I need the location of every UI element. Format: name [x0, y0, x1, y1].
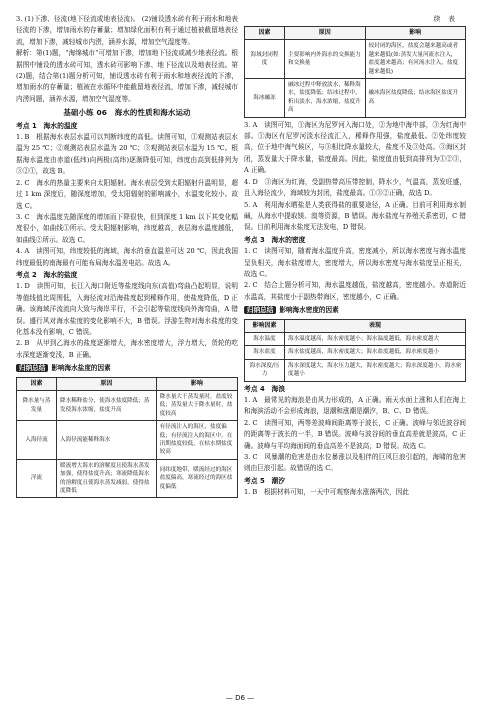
- summary-tag: 归纳总结: [244, 306, 276, 314]
- answer-salinity-5: 5. A 利用海水晒盐是人类获得盐的重要途径，A 正确。目前可利用海水制碱，从海水中提取镁、溴等资源，B 错误。海水盐度与养殖关系密切，C 错误。目前利用海水盐度无法发电，D 错误。: [244, 200, 466, 232]
- table-cell: 海水深度/压力: [245, 359, 285, 381]
- table-header: 影响因素: [245, 319, 285, 332]
- answer-wave-2: 2. C 读图可知，两等差波峰间距离等于波长，C 正确。波峰与邻近波谷间的距离等于波长的一半，B 错误。波峰与波谷间的垂直高差就是波高，C 正确。波峰与平均海面间的垂直高差不是波高，D 错误。故选 C。: [244, 418, 466, 450]
- table-cell: 融冰海区盐度降低；结冰海区盐度升高: [365, 79, 465, 118]
- table-header: 原因: [57, 377, 157, 390]
- table-row: [17, 391, 238, 421]
- table-cell: 较封闭的海区，盐度会越来越高或者越来越低(如:蒸发大量河流水注入，盐度越来越高；有河流水注入，盐度越来越低): [365, 40, 465, 79]
- summary-title: 影响海水密度的因素: [279, 306, 339, 315]
- table-row: [17, 421, 238, 460]
- table-cell: 暖流增大海水的溶解度且使海水蒸发加强，使得盐度升高；寒流降低海水的溶解度且使海水蒸发减弱，使得盐度降低: [57, 459, 157, 498]
- left-column: [16, 14, 238, 498]
- answer-density-2: 2. C 结合上题分析可知，海水温度越低，盐度越高，密度越小。赤道附近水温高，其盐度小于副热带海区，密度越小，C 正确。: [244, 281, 466, 301]
- analysis-paragraph: 解析：第(1)题，“海绵城市”可增加下渗，增加地下径流或减少地表径流。根据图中铺设的透水砖可知，透水砖可影响下渗、地下径流以及地表径流。第(2)题，结合第(1)题分析可知，铺设透水砖有利于雨水和地表径流的下渗，增加雨水的存蓄量；植被在水循环中能截留地表径流，增加下渗，减轻城市内涝问题，涵养水源，增加空气湿度等。: [16, 49, 238, 103]
- summary-tag: 归纳总结: [16, 364, 48, 372]
- continued-label: 续 表: [433, 15, 458, 23]
- kaodian-4-heading: 考点 4 海浪: [244, 384, 286, 393]
- answer-1: 1. B 根据海水表层水温可以判断纬度的高低。读图可知，①观测站表层水温为 25 ℃；②观测站表层水温为 20 ℃；③观测站表层水温为 15 ℃。根据海水温度由赤道(低纬)向两极(高纬)逐渐降低可知，纬度由高到低排列为③②①，故选 B。: [16, 133, 238, 176]
- table-row: [245, 359, 466, 381]
- answer-3: 3. (1)下渗、径流(地下径流或地表径流)。 (2)铺设透水砖有利于雨水和地表径流的下渗，增加雨水的存蓄量；增加绿化面积有利于通过植被截留地表径流，增加下渗，减轻城市内涝，涵养水源，增加空气湿度等。: [16, 15, 238, 46]
- table-cell: 海水温度越高，海水密度越小；海水温度越低，海水密度越大: [285, 332, 466, 345]
- table-cell: 同纬度地带，暖流经过的海区盐度偏高，寒流经过的海区盐度偏低: [156, 459, 237, 498]
- table-cell: 洋流: [17, 459, 57, 498]
- table-cell: 海水深度越大，海水压力越大，海水密度越大；海水深度越小，海水密度越小: [285, 359, 466, 381]
- table-cell: 海水温度: [245, 332, 285, 345]
- table-cell: 入海径流: [17, 421, 57, 460]
- table-row: [245, 79, 466, 118]
- table-row: [245, 332, 466, 345]
- table-cell: 降水量与蒸发量: [17, 391, 57, 421]
- table-row: [245, 346, 466, 359]
- table-header: 因素: [17, 377, 57, 390]
- table-cell: 融冰过程中释放淡水，稀释海水，盐度降低；结冰过程中，析出淡水，海水浓缩，盐度升高: [285, 79, 366, 118]
- answer-2: 2. C 海水的热量主要来自太阳辐射。海水表层受到太阳辐射升温明显，超过 1 km 深度后，随深度增加，受太阳辐射的影响减小，水温变化较小。故选 C。: [16, 178, 238, 210]
- table-cell: 海冰融冻: [245, 79, 285, 118]
- table-cell: 主要影响内外海水的交换能力和交换量: [285, 40, 366, 79]
- table-header: 因素: [245, 27, 285, 40]
- table-cell: 海域封闭程度: [245, 40, 285, 79]
- summary-title: 影响海水盐度的因素: [51, 364, 111, 373]
- table-cell: 降水量大于蒸发量时，盐度较低；蒸发量大于降水量时，盐度较高: [156, 391, 237, 421]
- answer-wave-1: 1. A 最常见的海浪是由风力形成的，A 正确。雨天水面上涨和人们在海上和海滨活动不会形成海浪，退潮和涨潮是潮汐，B、C、D 错误。: [244, 396, 466, 416]
- kaodian-2-heading: 考点 2 海水的盐度: [16, 270, 78, 279]
- answer-salinity-3: 3. A 读图可知，①海区为尼罗河入海口处，②为地中海中部，③为红海中部。①海区有尼罗河淡水径流汇入，稀释作用强，盐度最低。②处纬度较高，位于地中海气候区，与③相比降水量较大，盐度不及③处高。③海区封闭，蒸发量大于降水量，盐度最高。因此，盐度值由低到高排列为①②③，A 正确。: [244, 120, 466, 175]
- right-column: [244, 14, 466, 499]
- answer-salinity-4: 4. D ③海区为红海，受副热带高压带控制，降水少，气温高，蒸发旺盛，且入海径流少，海域较为封闭，盐度最高。①③②正确，故选 D。: [244, 177, 466, 198]
- answer-tide-1: 1. B 根据材料可知，一天中可观察海水涨落两次，因此: [244, 488, 409, 497]
- summary-label: [16, 363, 111, 374]
- answer-wave-3: 3. C 风暴潮的危害是由水位暴涨以及相伴的巨风巨浪引起的，海啸的危害则由巨浪引起。故错误的选 C。: [244, 453, 466, 473]
- table-header: 原因: [285, 27, 366, 40]
- answer-3b: 3. C 海水温度先随深度的增加而下降很快，但到深度 1 km 以下其变化幅度很小，如曲线①所示。受太阳辐射影响，纬度越高，表层海水温度越低，如曲线②所示。故选 C。: [16, 212, 238, 244]
- answer-salinity-2: 2. B 从甲到乙海水的盐度逐渐增大，海水密度增大，浮力增大，货轮的吃水深度逐渐变浅，B 正确。: [16, 339, 238, 359]
- table-cell: 有径流注入的海区，盐度偏低；有径流注入的海区中，在汛期盐度较低，在枯水期盐度较高: [156, 421, 237, 460]
- table-cell: 降水稀释盐分，使海水盐度降低；蒸发使海水浓缩，盐度升高: [57, 391, 157, 421]
- kaodian-1-heading: 考点 1 海水的温度: [16, 121, 78, 130]
- section-title: 基础小练 06 海水的性质和海水运动: [63, 108, 191, 118]
- salinity-factors-table: [16, 377, 238, 499]
- answer-4: 4. A 读图可知，纬度较低的海域，海水的垂直温差可达 20 ℃，因此我国纬度最低的南海最有可能布局海水温差电站。故选 A。: [16, 247, 238, 267]
- density-factors-table: [244, 319, 466, 382]
- kaodian-3-heading: 考点 3 海水的密度: [244, 235, 306, 244]
- table-row: [245, 40, 466, 79]
- table-header: 表现: [285, 319, 466, 332]
- summary-label: [244, 305, 339, 316]
- salinity-factors-table-continued: [244, 26, 466, 118]
- answer-salinity-1: 1. D 读图可知，长江入海口附近等盐度线向东(高值)弯曲凸起明显，说明等值线值比周围低，入海径流对沿海盐度起到稀释作用，使盐度降低，D 正确。该海域洋流流向大致与海岸平行，不会引起等盐度线向外海弯曲，A 错误。盛行风对海水盐度的变化影响不大，B 错误。浮游生物对海水盐度的变化基本没有影响，C 错误。: [16, 282, 238, 336]
- table-header: 影响: [156, 377, 237, 390]
- kaodian-5-heading: 考点 5 潮汐: [244, 476, 286, 485]
- answer-density-1: 1. C 读图可知，随着海水温度升高，密度减小，所以海水密度与海水温度呈负相关，海水盐度增大，密度增大，所以海水密度与海水盐度呈正相关，故选 C。: [244, 247, 466, 278]
- table-row: [17, 459, 238, 498]
- table-header: 影响: [365, 27, 465, 40]
- table-cell: 海水盐度越高，海水密度越大；海水盐度越低，海水密度越小: [285, 346, 466, 359]
- continued-header: [244, 14, 466, 26]
- page-number: — D6 —: [225, 694, 255, 702]
- table-cell: 海水盐度: [245, 346, 285, 359]
- table-cell: 入海径流能稀释海水: [57, 421, 157, 460]
